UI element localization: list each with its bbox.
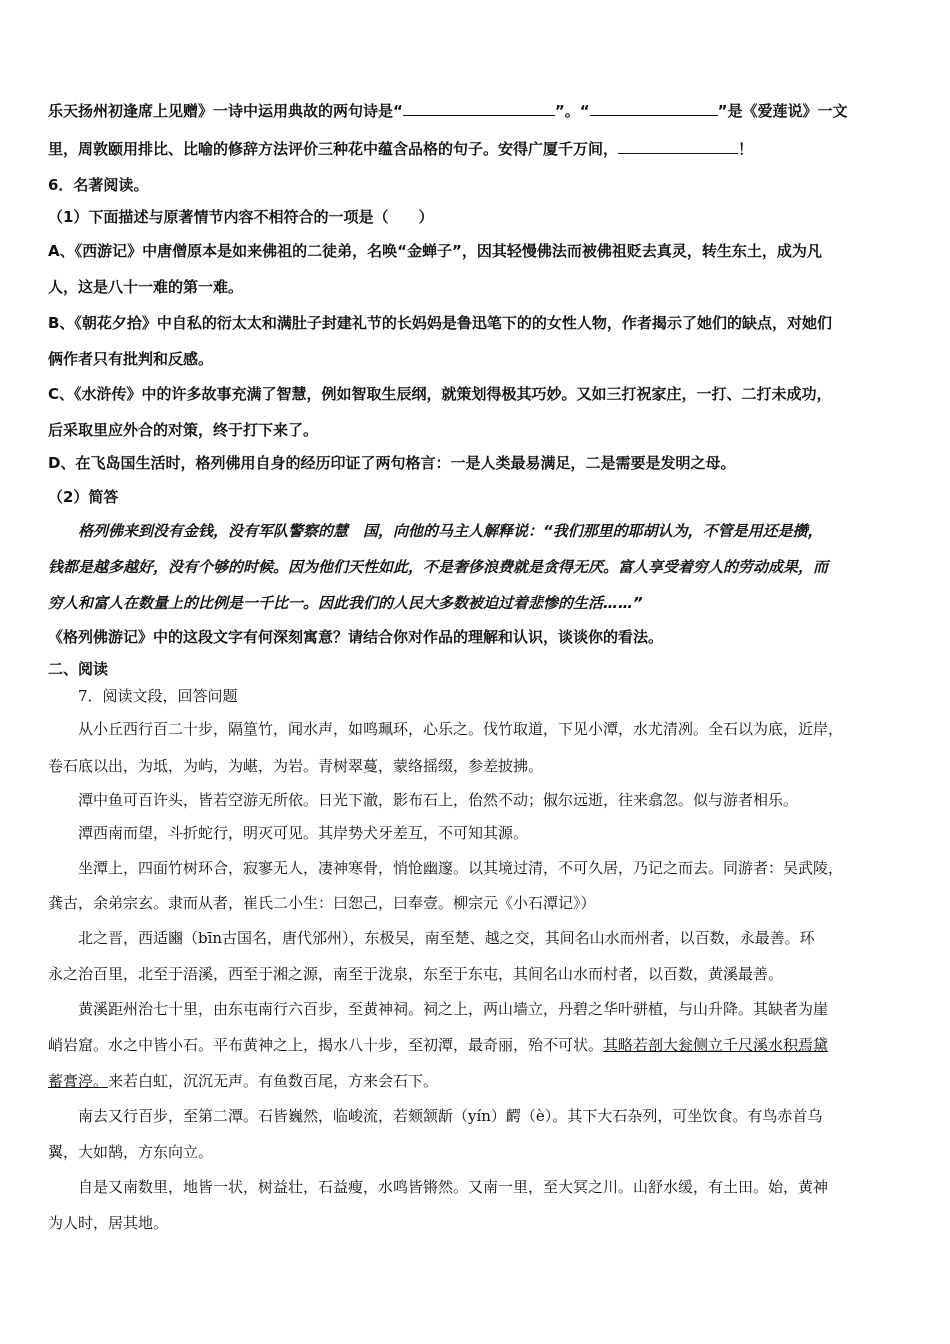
passage-line: 自是又南数里，地皆一状，树益壮，石益瘦，水鸣皆锵然。又南一里，至大冥之川。山舒水缓，有土田。始，黄神 bbox=[78, 1178, 829, 1196]
passage-line: 黄溪距州治七十里，由东屯南行六百步，至黄神祠。祠之上，两山墙立，丹碧之华叶骈植，与山升降。其缺者为崖 bbox=[78, 1000, 829, 1018]
passage-line: 南去又行百步，至第二潭。石皆巍然，临峻流，若颏颔龂（yín）齶（è）。其下大石杂列，可坐饮食。有鸟赤首乌 bbox=[78, 1107, 823, 1125]
passage-line: 翼，大如鹄，方东向立。 bbox=[48, 1143, 214, 1161]
text: ”是《爱莲说》一文 bbox=[717, 102, 848, 120]
passage-line: 永之治百里，北至于浯溪，西至于湘之源，南至于泷泉，东至于东屯，其间名山水而村者，以百数，黄溪最善。 bbox=[48, 965, 784, 983]
option-a-line-1[interactable]: A、《西游记》中唐僧原本是如来佛祖的二徒弟，名唤“金蝉子”，因其轻慢佛法而被佛祖贬去真灵，转生东土，成为凡 bbox=[48, 242, 822, 260]
answer-blank-1[interactable] bbox=[403, 100, 555, 116]
passage-line: 卷石底以出，为坻，为屿，为嵁，为岩。青树翠蔓，蒙络摇缀，参差披拂。 bbox=[48, 757, 544, 775]
option-c-line-2[interactable]: 后采取里应外合的对策，终于打下来了。 bbox=[48, 421, 319, 439]
underlined-sentence: 其略若剖大瓮侧立千尺溪水积焉黛 bbox=[603, 1036, 829, 1054]
text: 乐天扬州初逢席上见赠》一诗中运用典故的两句诗是“ bbox=[48, 102, 403, 120]
answer-blank-2[interactable] bbox=[590, 100, 718, 116]
option-a-line-2[interactable]: 人，这是八十一难的第一难。 bbox=[48, 278, 244, 296]
answer-blank-3[interactable] bbox=[618, 138, 738, 154]
option-b-line-1[interactable]: B、《朝花夕拾》中自私的衍太太和满肚子封建礼节的长妈妈是鲁迅笔下的的女性人物，作者揭示了她们的缺点，对她们 bbox=[48, 314, 832, 332]
option-c-line-1[interactable]: C、《水浒传》中的许多故事充满了智慧，例如智取生辰纲，就策划得极其巧妙。又如三打祝家庄，一打、二打未成功， bbox=[48, 385, 832, 403]
text: ！ bbox=[738, 140, 754, 158]
option-d[interactable]: D、在飞岛国生活时，格列佛用自身的经历印证了两句格言：一是人类最易满足，二是需要是发明之母。 bbox=[48, 454, 736, 472]
section-2-title: 二、阅读 bbox=[48, 660, 109, 678]
passage-line: 从小丘西行百二十步，隔篁竹，闻水声，如鸣珮环，心乐之。伐竹取道，下见小潭，水尤清冽。全石以为底，近岸， bbox=[78, 720, 844, 738]
text: 来若白虹，沉沉无声。有鱼数百尾，方来会石下。 bbox=[108, 1072, 439, 1090]
passage-line: 为人时，居其地。 bbox=[48, 1214, 169, 1232]
passage-line: 潭西南而望，斗折蛇行，明灭可见。其岸势犬牙差互，不可知其源。 bbox=[78, 824, 529, 842]
quote-line-2: 钱都是越多越好，没有个够的时候。因为他们天性如此，不是奢侈浪费就是贪得无厌。富人享受着穷人的劳动成果，而 bbox=[48, 558, 829, 576]
text: ”。“ bbox=[554, 102, 590, 120]
text: 里，周敦颐用排比、比喻的修辞方法评价三种花中蕴含品格的句子。安得广厦千万间， bbox=[48, 140, 619, 158]
quote-line-1: 格列佛来到没有金钱，没有军队警察的慧 国，向他的马主人解释说：“我们那里的耶胡认为，不管是用还是攒， bbox=[78, 522, 823, 540]
quote-line-3: 穷人和富人在数量上的比例是一千比一。因此我们的人民大多数被迫过着悲惨的生活……” bbox=[48, 594, 643, 612]
passage-line: 坐潭上，四面竹树环合，寂寥无人，凄神寒骨，悄怆幽邃。以其境过清，不可久居，乃记之而去。同游者：吴武陵， bbox=[78, 859, 844, 877]
text: 峭岩窟。水之中皆小石。平布黄神之上，揭水八十步，至初潭，最奇丽，殆不可状。 bbox=[48, 1036, 604, 1054]
question-6-2-prompt: 《格列佛游记》中的这段文字有何深刻寓意？请结合你对作品的理解和认识，谈谈你的看法。 bbox=[48, 628, 664, 646]
fill-blank-line-1 bbox=[48, 100, 908, 122]
question-7-title: 7．阅读文段，回答问题 bbox=[78, 687, 238, 705]
fill-blank-line-2 bbox=[48, 138, 908, 160]
passage-line: 龚古，余弟宗玄。隶而从者，崔氏二小生：曰恕己，曰奉壹。柳宗元《小石潭记》） bbox=[48, 894, 596, 912]
passage-line bbox=[48, 1070, 908, 1092]
question-6-1: （1）下面描述与原著情节内容不相符合的一项是（ ） bbox=[48, 208, 434, 226]
underlined-sentence: 蓄膏渟。 bbox=[48, 1072, 109, 1090]
option-b-line-2[interactable]: 俩作者只有批判和反感。 bbox=[48, 350, 214, 368]
passage-line bbox=[48, 1034, 908, 1056]
passage-line: 潭中鱼可百许头，皆若空游无所依。日光下澈，影布石上，佁然不动；俶尔远逝，往来翕忽。似与游者相乐。 bbox=[78, 791, 799, 809]
question-6-title: 6．名著阅读。 bbox=[48, 176, 149, 194]
question-6-2: （2）简答 bbox=[48, 488, 119, 506]
passage-line: 北之晋，西适豳（bīn古国名，唐代邠州），东极吴，南至楚、越之交，其间名山水而州者，以百数，永最善。环 bbox=[78, 929, 815, 947]
